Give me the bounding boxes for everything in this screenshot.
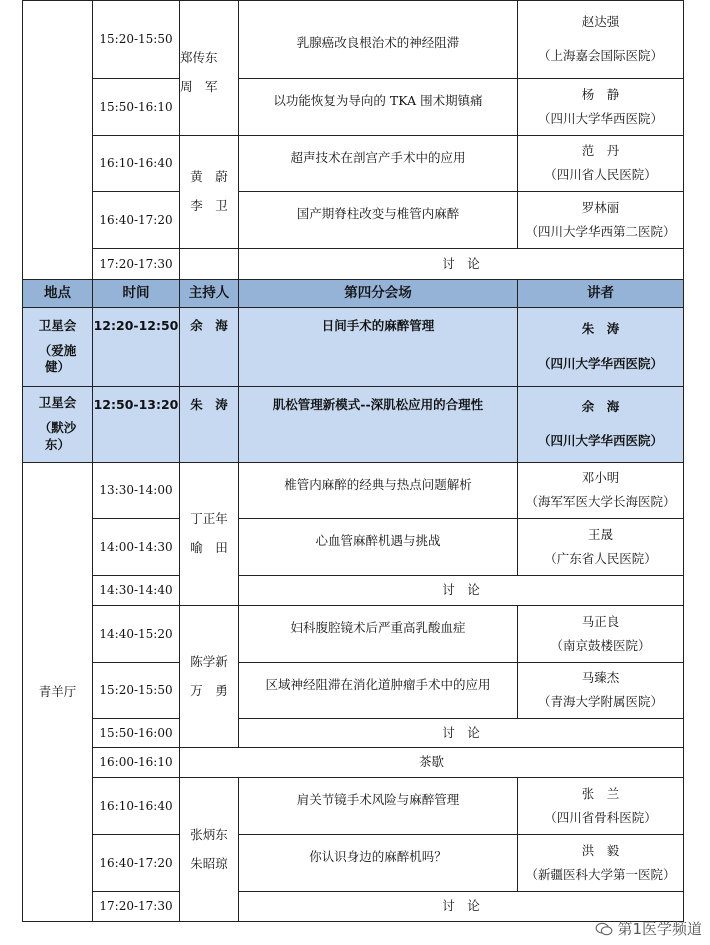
satellite-host: 余 海 bbox=[179, 307, 239, 387]
speaker-hospital: （四川大学华西医院） bbox=[537, 110, 663, 126]
satellite-place bbox=[22, 307, 93, 387]
host-name: 张炳东 bbox=[190, 826, 228, 842]
place-line: 东） bbox=[44, 436, 70, 452]
speaker-cell bbox=[517, 78, 684, 136]
speaker-name: 洪 毅 bbox=[581, 842, 620, 858]
tea-break-cell: 茶歇 bbox=[179, 747, 684, 778]
satellite-place bbox=[22, 386, 93, 463]
time-cell: 16:10-16:40 bbox=[92, 135, 180, 192]
topic-cell: 乳腺癌改良根治术的神经阻滞 bbox=[238, 0, 518, 79]
time-cell: 15:20-15:50 bbox=[92, 662, 180, 719]
host-cell bbox=[179, 605, 239, 748]
header-session: 第四分会场 bbox=[238, 279, 518, 308]
host-name: 喻 田 bbox=[190, 540, 228, 555]
topic-cell: 超声技术在剖宫产手术中的应用 bbox=[238, 135, 518, 192]
speaker-cell bbox=[517, 662, 684, 719]
speaker-hospital: （四川大学华西第二医院） bbox=[525, 223, 676, 239]
host-name: 黄 蔚 bbox=[190, 169, 228, 185]
speaker-hospital: （青海大学附属医院） bbox=[537, 693, 663, 709]
satellite-topic: 肌松管理新模式--深肌松应用的合理性 bbox=[238, 386, 518, 463]
speaker-hospital: （新疆医科大学第一医院） bbox=[525, 866, 676, 882]
speaker-name: 杨 静 bbox=[581, 86, 620, 102]
time-cell: 14:30-14:40 bbox=[92, 575, 180, 606]
venue-cell: 青羊厅 bbox=[22, 462, 93, 922]
time-cell: 15:50-16:10 bbox=[92, 78, 180, 136]
topic-cell: 心血管麻醉机遇与挑战 bbox=[238, 518, 518, 576]
speaker-cell bbox=[517, 518, 684, 576]
speaker-cell bbox=[517, 462, 684, 519]
time-cell: 14:00-14:30 bbox=[92, 518, 180, 576]
host-cell bbox=[179, 462, 239, 606]
host-name: 周 军 bbox=[180, 79, 218, 94]
speaker-name: 罗林丽 bbox=[581, 199, 620, 215]
host-cell bbox=[179, 135, 239, 249]
satellite-time: 12:20-12:50 bbox=[92, 307, 180, 387]
speaker-cell bbox=[517, 605, 684, 663]
place-cell-block1 bbox=[22, 0, 93, 280]
time-cell: 16:40-17:20 bbox=[92, 191, 180, 249]
speaker-name: 范 丹 bbox=[581, 143, 620, 159]
topic-cell: 区域神经阻滞在消化道肿瘤手术中的应用 bbox=[238, 662, 518, 719]
speaker-name: 马正良 bbox=[581, 613, 620, 629]
topic-cell: 肩关节镜手术风险与麻醉管理 bbox=[238, 777, 518, 835]
host-name: 郑传东 bbox=[180, 50, 218, 66]
time-cell: 17:20-17:30 bbox=[92, 891, 180, 922]
speaker-cell bbox=[517, 191, 684, 249]
speaker-hospital: （四川大学华西医院） bbox=[537, 356, 663, 372]
watermark-text: 第1医学频道 bbox=[617, 920, 702, 938]
satellite-topic: 日间手术的麻醉管理 bbox=[238, 307, 518, 387]
time-cell: 16:40-17:20 bbox=[92, 834, 180, 892]
speaker-name: 王晟 bbox=[587, 526, 613, 542]
host-cell bbox=[179, 777, 239, 922]
discussion-cell: 讨 论 bbox=[238, 718, 684, 748]
speaker-hospital: （上海嘉会国际医院） bbox=[537, 48, 663, 64]
place-line: 卫星会 bbox=[38, 395, 77, 411]
speaker-hospital: （四川省骨科医院） bbox=[544, 809, 657, 825]
satellite-speaker bbox=[517, 386, 684, 463]
header-speaker: 讲者 bbox=[517, 279, 684, 308]
host-name: 陈学新 bbox=[190, 653, 228, 669]
time-cell: 13:30-14:00 bbox=[92, 462, 180, 519]
topic-cell: 椎管内麻醉的经典与热点问题解析 bbox=[238, 462, 518, 519]
place-line: （默沙 bbox=[38, 420, 77, 436]
speaker-cell bbox=[517, 777, 684, 835]
satellite-speaker bbox=[517, 307, 684, 387]
time-cell: 14:40-15:20 bbox=[92, 605, 180, 663]
place-line: （爱施 bbox=[38, 342, 77, 358]
time-cell: 15:20-15:50 bbox=[92, 0, 180, 79]
time-cell: 17:20-17:30 bbox=[92, 248, 180, 280]
host-name: 万 勇 bbox=[190, 682, 228, 698]
speaker-name: 余 海 bbox=[581, 399, 620, 415]
place-line: 健） bbox=[44, 359, 70, 375]
speaker-name: 马臻杰 bbox=[581, 670, 620, 686]
speaker-hospital: （海军军医大学长海医院） bbox=[525, 493, 676, 509]
host-name: 李 卫 bbox=[190, 198, 228, 213]
speaker-hospital: （广东省人民医院） bbox=[544, 550, 657, 566]
satellite-time: 12:50-13:20 bbox=[92, 386, 180, 463]
host-cell bbox=[179, 0, 239, 136]
host-name: 丁正年 bbox=[190, 511, 228, 527]
header-place: 地点 bbox=[22, 279, 93, 308]
speaker-name: 赵达强 bbox=[581, 13, 620, 29]
watermark bbox=[595, 918, 702, 939]
speaker-cell bbox=[517, 135, 684, 192]
speaker-name: 张 兰 bbox=[581, 785, 620, 801]
speaker-hospital: （四川大学华西医院） bbox=[537, 432, 663, 448]
time-cell: 15:50-16:00 bbox=[92, 718, 180, 748]
header-host: 主持人 bbox=[179, 279, 239, 308]
time-cell: 16:00-16:10 bbox=[92, 747, 180, 778]
header-time: 时间 bbox=[92, 279, 180, 308]
speaker-name: 邓小明 bbox=[581, 470, 620, 486]
topic-cell: 妇科腹腔镜术后严重高乳酸血症 bbox=[238, 605, 518, 663]
topic-cell: 国产期脊柱改变与椎管内麻醉 bbox=[238, 191, 518, 249]
discussion-cell: 讨 论 bbox=[238, 891, 684, 922]
host-name: 朱昭琼 bbox=[190, 855, 228, 871]
satellite-host: 朱 涛 bbox=[179, 386, 239, 463]
topic-cell: 以功能恢复为导向的 TKA 围术期镇痛 bbox=[238, 78, 518, 136]
place-line: 卫星会 bbox=[38, 317, 77, 333]
speaker-name: 朱 涛 bbox=[581, 321, 620, 337]
discussion-cell: 讨 论 bbox=[238, 575, 684, 606]
speaker-cell bbox=[517, 0, 684, 79]
speaker-hospital: （南京鼓楼医院） bbox=[550, 637, 651, 653]
topic-cell: 你认识身边的麻醉机吗？ bbox=[238, 834, 518, 892]
time-cell: 16:10-16:40 bbox=[92, 777, 180, 835]
discussion-cell: 讨 论 bbox=[238, 248, 684, 280]
speaker-cell bbox=[517, 834, 684, 892]
wechat-icon bbox=[595, 922, 613, 936]
speaker-hospital: （四川省人民医院） bbox=[544, 166, 657, 182]
